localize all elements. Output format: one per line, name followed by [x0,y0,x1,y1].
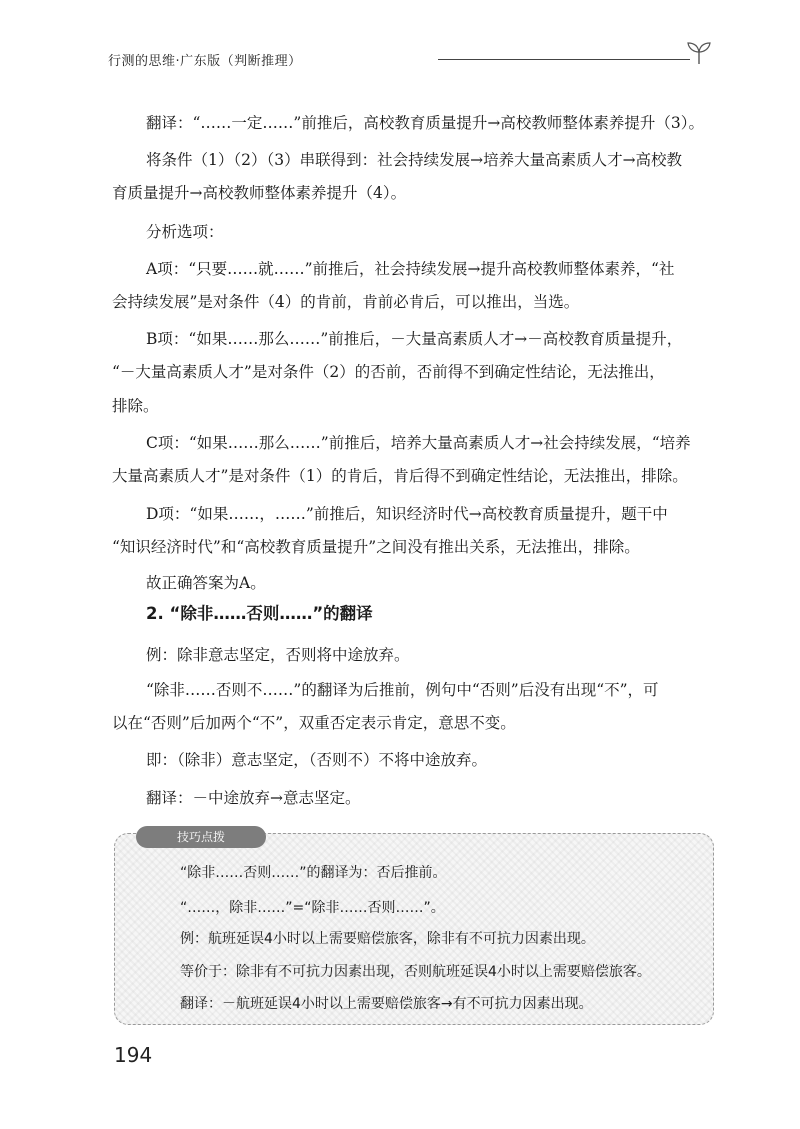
sprout-icon [686,40,712,66]
body-line: B项：“如果……那么……”前推后，－大量高素质人才→－高校教育质量提升， [146,330,683,348]
body-line: D项：“如果……，……”前推后，知识经济时代→高校教育质量提升，题干中 [146,505,668,523]
body-line: 故正确答案为A。 [146,574,266,592]
body-line: 即：（除非）意志坚定，（否则不）不将中途放弃。 [146,751,488,769]
body-line: “－大量高素质人才”是对条件（2）的否前，否前得不到确定性结论，无法推出， [112,363,665,381]
body-line: 翻译：－中途放弃→意志坚定。 [146,789,361,807]
tip-line: “除非……否则……”的翻译为：否后推前。 [180,865,447,881]
tip-line: “……，除非……”=“除非……否则……”。 [180,900,445,916]
section-title: 2. “除非……否则……”的翻译 [146,604,373,623]
running-header [108,40,712,70]
body-line: “除非……否则不……”的翻译为后推前，例句中“否则”后没有出现“不”，可 [146,681,659,699]
tip-badge: 技巧点拨 [136,826,266,848]
body-line: 会持续发展”是对条件（4）的肯前，肯前必肯后，可以推出，当选。 [112,293,580,311]
header-rule [438,59,690,60]
body-line: 分析选项： [146,223,224,241]
body-line: 例：除非意志坚定，否则将中途放弃。 [146,646,410,664]
tip-line: 翻译：－航班延误4小时以上需要赔偿旅客→有不可抗力因素出现。 [180,996,593,1012]
body-line: 育质量提升→高校教师整体素养提升（4）。 [112,184,407,202]
tip-line: 等价于：除非有不可抗力因素出现，否则航班延误4小时以上需要赔偿旅客。 [180,964,651,980]
page-number: 194 [114,1043,153,1067]
tip-line: 例：航班延误4小时以上需要赔偿旅客，除非有不可抗力因素出现。 [180,931,595,947]
body-line: 大量高素质人才”是对条件（1）的肯后，肯后得不到确定性结论，无法推出，排除。 [112,467,688,485]
header-title: 行测的思维·广东版（判断推理） [108,54,302,69]
body-line: A项：“只要……就……”前推后，社会持续发展→提升高校教师整体素养，“社 [146,260,675,278]
body-line: 以在“否则”后加两个“不”，双重否定表示肯定，意思不变。 [112,714,516,732]
body-line: “知识经济时代”和“高校教育质量提升”之间没有推出关系，无法推出，排除。 [112,538,640,556]
body-line: 将条件（1）（2）（3）串联得到：社会持续发展→培养大量高素质人才→高校教 [146,151,683,169]
body-line: 翻译：“……一定……”前推后，高校教育质量提升→高校教师整体素养提升（3）。 [146,114,704,132]
body-line: C项：“如果……那么……”前推后，培养大量高素质人才→社会持续发展，“培养 [146,434,691,452]
body-line: 排除。 [112,397,159,415]
